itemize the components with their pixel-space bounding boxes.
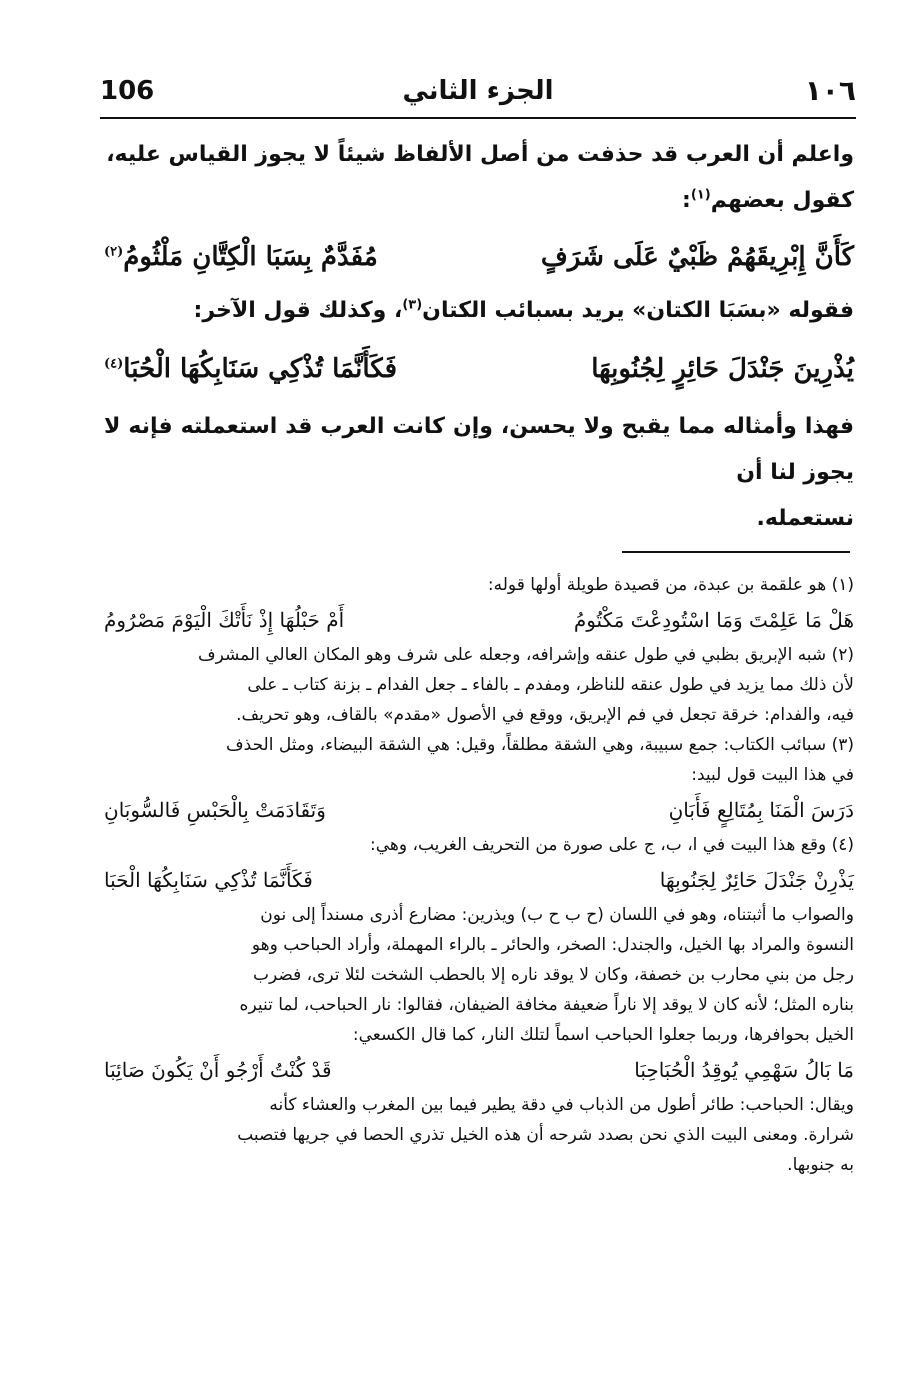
footnote-line: والصواب ما أثبتناه، وهو في اللسان (ح ب ح ب) ويذرين: مضارع أذرى مسنداً إلى نون xyxy=(260,905,854,925)
text-line: : xyxy=(682,188,691,213)
text-line: واعلم أن العرب قد حذفت من أصل الألفاظ شيئاً لا يجوز القياس عليه، xyxy=(106,142,854,167)
footnote-verse xyxy=(104,1050,854,1090)
header-rule xyxy=(100,117,856,119)
paragraph xyxy=(104,132,854,224)
verse-first-hemistich: هَلْ مَا عَلِمْتَ وَمَا اسْتُودِعْتَ مَكْتُومُ xyxy=(573,608,854,632)
verse-first-hemistich: يُذْرِينَ جَنْدَلَ حَائِرٍ لِجُنُوبِهَا xyxy=(591,354,854,384)
footnote-line: ويقال: الحباحب: طائر أطول من الذباب في دقة يطير فيما بين المغرب والعشاء كأنه xyxy=(269,1095,854,1115)
footnote-ref: (٣) xyxy=(402,297,423,313)
page-number-latin: 106 xyxy=(100,76,155,106)
footnote-line: في هذا البيت قول لبيد: xyxy=(691,765,854,785)
footnote-line: الخيل بحوافرها، وربما جعلوا الحباحب اسماً لتلك النار، كما قال الكسعي: xyxy=(352,1025,854,1045)
verse xyxy=(104,228,854,286)
footnote-ref: (١) xyxy=(690,187,711,203)
paragraph xyxy=(104,404,854,542)
footnote-line: لأن ذلك مما يزيد في طول عنقه للناظر، ومفدم ـ بالفاء ـ جعل الفدام ـ بزنة كتاب ـ على xyxy=(247,675,854,695)
footnote-line: به جنوبها. xyxy=(787,1155,854,1175)
footnote-ref: (٢) xyxy=(104,244,124,260)
footnote-verse xyxy=(104,600,854,640)
verse-text: فَكَأَنَّمَا تُذْكِي سَنَابِكُهَا الْحُبَا xyxy=(123,354,398,384)
verse-second-hemistich: فَكَأَنَّمَا تُذْكِي سَنَابِكُهَا الْحَبَا xyxy=(104,868,313,892)
main-text xyxy=(104,132,854,542)
footnote-separator xyxy=(622,551,850,553)
text-line: نستعمله. xyxy=(756,506,854,531)
page-header xyxy=(100,70,856,116)
verse-second-hemistich xyxy=(104,340,397,398)
footnote-line: (٤) وقع هذا البيت في ا، ب، ج على صورة من التحريف الغريب، وهي: xyxy=(370,835,854,855)
footnote-line: فيه، والفدام: خرقة تجعل في فم الإبريق، ووقع في الأصول «مقدم» بالقاف، وهو تحريف. xyxy=(236,705,854,725)
verse-first-hemistich: مَا بَالُ سَهْمِي يُوقِدُ الْحُبَاحِبَا xyxy=(634,1058,854,1082)
footnote-verse xyxy=(104,860,854,900)
text-segment: فقوله «بسَبَا الكتان» يريد بسبائب الكتان xyxy=(422,298,854,323)
footnote-line: بناره المثل؛ لأنه كان لا يوقد إلا ناراً ضعيفة مخافة الضيفان، فقالوا: نار الحباحب، لما تنيره xyxy=(239,995,854,1015)
page-number-arabic: ١٠٦ xyxy=(804,74,856,107)
footnote-line: (١) هو علقمة بن عبدة، من قصيدة طويلة أولها قوله: xyxy=(487,575,854,595)
footnote-line: (٢) شبه الإبريق بظبي في طول عنقه وإشرافه، وجعله على شرف وهو المكان العالي المشرف xyxy=(197,645,854,665)
footnote-line: شرارة. ومعنى البيت الذي نحن بصدد شرحه أن هذه الخيل تذري الحصا في جريها فتصبب xyxy=(237,1125,854,1145)
paragraph xyxy=(104,288,854,334)
verse-text: مُفَدَّمٌ بِسَبَا الْكِتَّانِ مَلْثُومُ xyxy=(123,242,378,272)
part-title: الجزء الثاني xyxy=(402,76,554,106)
text-line: كقول بعضهم xyxy=(710,188,854,213)
footnote-verse xyxy=(104,790,854,830)
text-line: فهذا وأمثاله مما يقبح ولا يحسن، وإن كانت العرب قد استعملته فإنه لا يجوز لنا أن xyxy=(104,414,854,485)
verse-first-hemistich: كَأَنَّ إِبْرِيقَهُمْ ظَبْيٌ عَلَى شَرَفٍ xyxy=(540,242,854,272)
footnote-ref: (٤) xyxy=(104,356,124,372)
footnotes xyxy=(104,570,854,1180)
verse-second-hemistich: أَمْ حَبْلُهَا إِذْ نَأَتْكَ الْيَوْمَ مَصْرُومُ xyxy=(104,608,345,632)
verse-first-hemistich: يَذْرِنْ جَنْدَلَ حَائِرٌ لِجَنُوبِهَا xyxy=(659,868,854,892)
text-segment: ، وكذلك قول الآخر: xyxy=(193,298,403,323)
verse-second-hemistich: وَتَقَادَمَتْ بِالْحَبْسِ فَالسُّوبَانِ xyxy=(104,798,326,822)
footnote-line: رجل من بني محارب بن خصفة، وكان لا يوقد ناره إلا بالحطب الشخت لئلا ترى، فضرب xyxy=(252,965,854,985)
verse-second-hemistich: قَدْ كُنْتُ أَرْجُو أَنْ يَكُونَ صَائِبَا xyxy=(104,1058,332,1082)
footnote-line: النسوة والمراد بها الخيل، والجندل: الصخر، والحائر ـ بالراء المهملة، وأراد الحباحب وهو xyxy=(251,935,854,955)
verse-first-hemistich: دَرَسَ الْمَنَا بِمُتَالِعٍ فَأَبَانِ xyxy=(668,798,854,822)
verse xyxy=(104,340,854,398)
footnote-line: (٣) سبائب الكتاب: جمع سبيبة، وهي الشقة مطلقاً، وقيل: هي الشقة البيضاء، ومثل الحذف xyxy=(226,735,854,755)
verse-second-hemistich xyxy=(104,228,378,286)
